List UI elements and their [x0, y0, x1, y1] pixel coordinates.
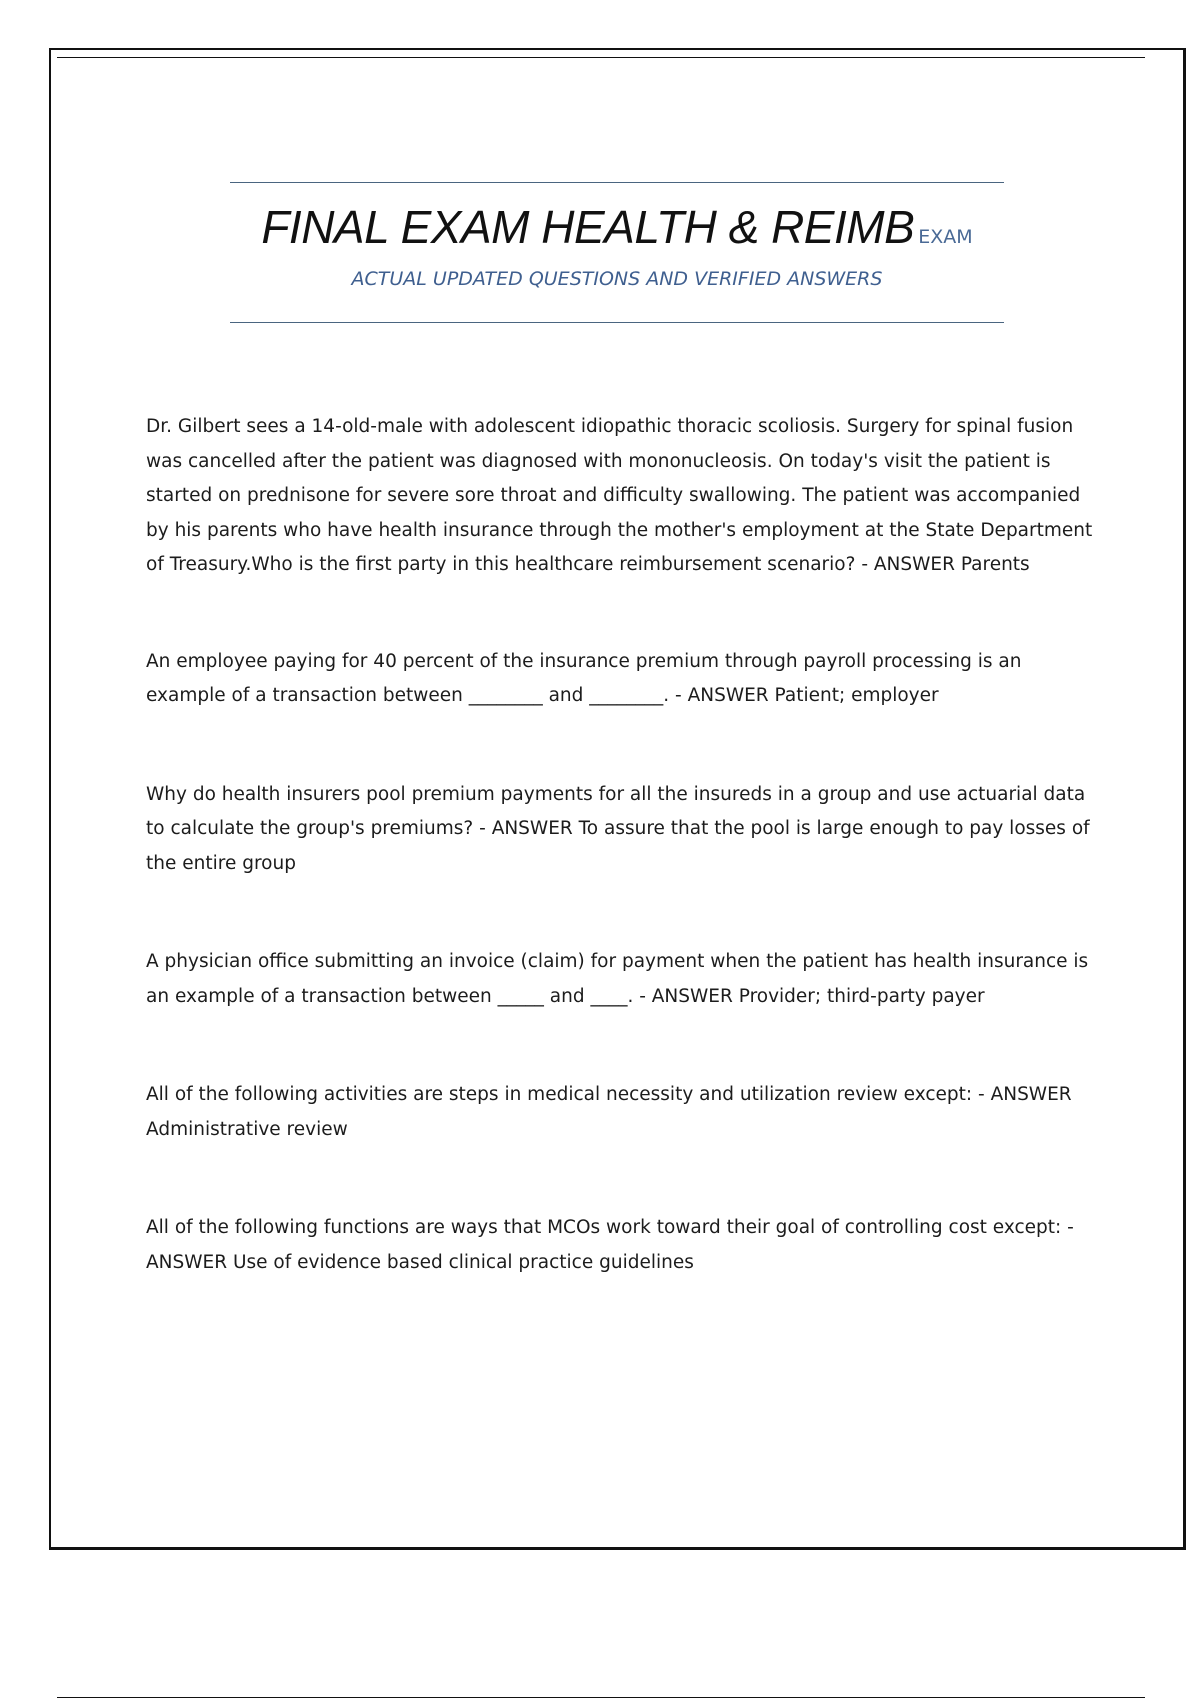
- bottom-divider-line: [57, 1697, 1145, 1698]
- document-title-main: FINAL EXAM HEALTH & REIMB: [261, 201, 915, 253]
- qa-item: All of the following activities are steps in medical necessity and utilization review except: - ANSWER Administrative review: [146, 1084, 1072, 1140]
- header-bottom-rule: [230, 322, 1004, 323]
- document-subtitle: ACTUAL UPDATED QUESTIONS AND VERIFIED ANSWERS: [351, 268, 883, 290]
- qa-item: All of the following functions are ways that MCOs work toward their goal of controlling cost except: - ANSWER Use of evidence based clinical practice guidelines: [146, 1217, 1074, 1273]
- document-title-suffix: EXAM: [918, 226, 973, 248]
- qa-item: Why do health insurers pool premium payments for all the insureds in a group and use actuarial data to calculate the group's premiums? - ANSWER To assure that the pool is large enough to pay losses of the entire group: [146, 783, 1090, 874]
- qa-item: An employee paying for 40 percent of the insurance premium through payroll processing is an example of a transaction between ________ and ________. - ANSWER Patient; employer: [146, 650, 1022, 706]
- qa-item: Dr. Gilbert sees a 14-old-male with adolescent idiopathic thoracic scoliosis. Surgery for spinal fusion was cancelled after the patient was diagnosed with mononucleosis. On today's visit the patient is started on prednisone for severe sore throat and difficulty swallowing. The patient was accompanied by his parents who have health insurance through the mother's employment at the State Department of Treasury.Who is the first party in this healthcare reimbursement scenario? - ANSWER Parents: [146, 416, 1093, 575]
- header-top-rule: [230, 182, 1004, 183]
- qa-item: A physician office submitting an invoice (claim) for payment when the patient has health insurance is an example of a transaction between _____ and ____. - ANSWER Provider; third-party payer: [146, 951, 1089, 1007]
- document-title: [230, 200, 1004, 254]
- question-answer-list: [146, 410, 1096, 1280]
